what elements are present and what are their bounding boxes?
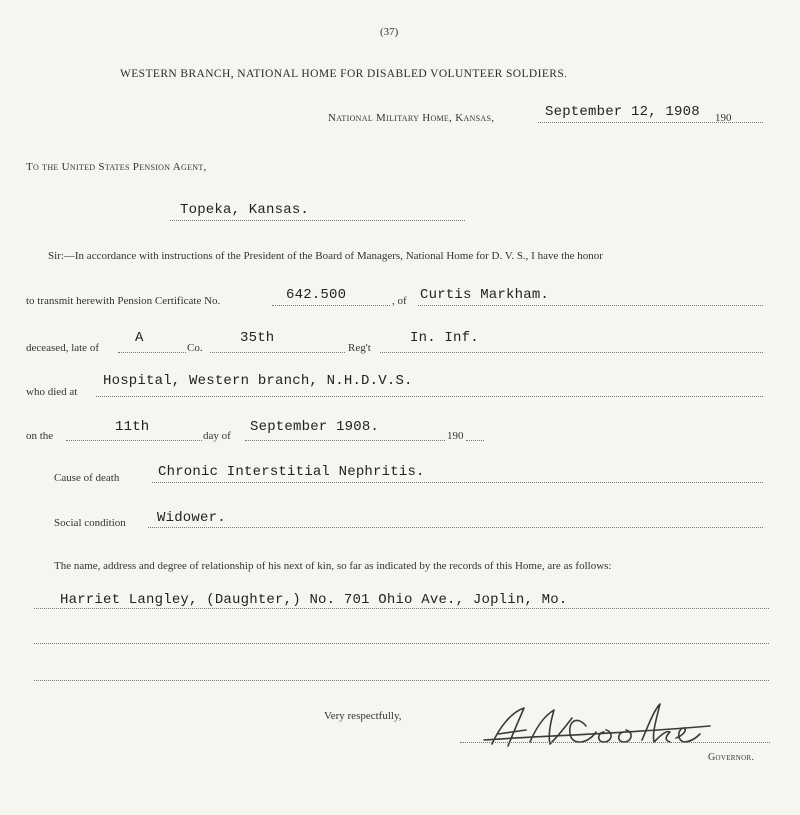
- place-date-value: September 12, 1908: [545, 104, 700, 120]
- regiment-value: In. Inf.: [410, 330, 479, 346]
- company-line: [118, 352, 186, 353]
- addressee-location: Topeka, Kansas.: [180, 202, 310, 218]
- next-of-kin-label: The name, address and degree of relationship of his next of kin, so far as indicated by the records of this Home, are as follows:: [54, 560, 612, 572]
- day-line: [66, 440, 202, 441]
- social-value: Widower.: [157, 510, 226, 526]
- regiment-line: [380, 352, 763, 353]
- died-at-value: Hospital, Western branch, N.H.D.V.S.: [103, 373, 413, 389]
- social-label: Social condition: [54, 517, 126, 529]
- of-label: , of: [392, 295, 407, 307]
- closing: Very respectfully,: [324, 710, 402, 722]
- company-label: Co.: [187, 342, 203, 354]
- addressee-label: To the United States Pension Agent,: [26, 161, 207, 173]
- on-the-label: on the: [26, 430, 54, 442]
- next-of-kin-line-2: [34, 643, 769, 644]
- certificate-line: [272, 305, 390, 306]
- signature-line: [460, 742, 770, 743]
- place-label: National Military Home, Kansas,: [328, 112, 495, 124]
- pensioner-line: [418, 305, 763, 306]
- died-at-line: [96, 396, 763, 397]
- pensioner-name: Curtis Markham.: [420, 287, 550, 303]
- document-heading: WESTERN BRANCH, NATIONAL HOME FOR DISABLED VOLUNTEER SOLDIERS.: [120, 68, 568, 80]
- died-at-label: who died at: [26, 386, 78, 398]
- next-of-kin-line-3: [34, 680, 769, 681]
- cause-label: Cause of death: [54, 472, 120, 484]
- next-of-kin-line-1: [34, 608, 769, 609]
- year-suffix-line: [466, 440, 484, 441]
- day-of-label: day of: [203, 430, 231, 442]
- year-suffix-2: 190: [447, 430, 464, 442]
- social-line: [148, 527, 763, 528]
- certificate-number: 642.500: [286, 287, 347, 303]
- governor-label: Governor.: [708, 752, 755, 763]
- cause-line: [152, 482, 763, 483]
- salutation-line-2: to transmit herewith Pension Certificate No.: [26, 295, 221, 307]
- governor-signature: [478, 696, 718, 754]
- regiment-label: Reg't: [348, 342, 371, 354]
- next-of-kin-value: Harriet Langley, (Daughter,) No. 701 Ohio Ave., Joplin, Mo.: [60, 592, 568, 608]
- salutation-line-1: Sir:—In accordance with instructions of the President of the Board of Managers, National Home for D. V. S., I have the honor: [48, 250, 603, 262]
- month-year-line: [245, 440, 445, 441]
- addressee-line: [170, 220, 465, 221]
- year-suffix: 190: [715, 112, 732, 124]
- page-number: (37): [380, 26, 399, 38]
- cause-value: Chronic Interstitial Nephritis.: [158, 464, 425, 480]
- day-value: 11th: [115, 419, 150, 435]
- month-year-value: September 1908.: [250, 419, 380, 435]
- company-value: A: [135, 330, 144, 346]
- regiment-number-line: [210, 352, 345, 353]
- deceased-label: deceased, late of: [26, 342, 99, 354]
- regiment-number: 35th: [240, 330, 275, 346]
